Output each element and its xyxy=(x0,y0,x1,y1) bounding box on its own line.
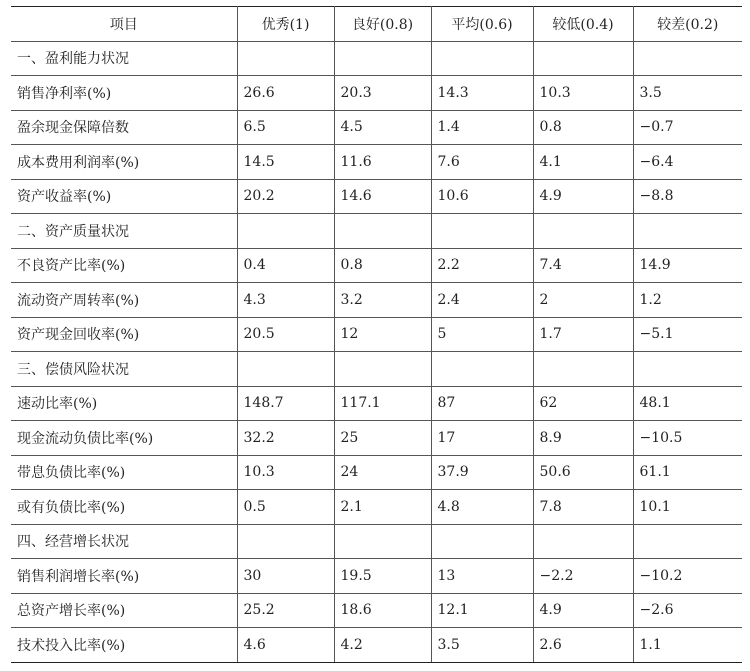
value-cell: 3.5 xyxy=(431,628,533,663)
value-cell: 2.4 xyxy=(431,283,533,318)
value-cell: 2.1 xyxy=(334,490,431,525)
value-cell: 20.2 xyxy=(237,179,334,214)
column-header-item: 项目 xyxy=(11,7,237,42)
column-header-grade: 较低(0.4) xyxy=(533,7,633,42)
section-row xyxy=(11,214,742,249)
indicator-label: 带息负债比率(%) xyxy=(11,455,237,490)
value-cell xyxy=(237,41,334,76)
indicator-label: 总资产增长率(%) xyxy=(11,593,237,628)
value-cell: 20.5 xyxy=(237,317,334,352)
section-label: 三、偿债风险状况 xyxy=(11,352,237,387)
indicator-label: 资产现金回收率(%) xyxy=(11,317,237,352)
value-cell: 12.1 xyxy=(431,593,533,628)
value-cell xyxy=(633,214,742,249)
value-cell: 25 xyxy=(334,421,431,456)
value-cell xyxy=(633,352,742,387)
value-cell: 30 xyxy=(237,559,334,594)
value-cell: 48.1 xyxy=(633,386,742,421)
value-cell: 13 xyxy=(431,559,533,594)
value-cell: 11.6 xyxy=(334,145,431,180)
value-cell: 8.9 xyxy=(533,421,633,456)
indicator-label: 盈余现金保障倍数 xyxy=(11,110,237,145)
value-cell: 17 xyxy=(431,421,533,456)
value-cell: 4.2 xyxy=(334,628,431,663)
indicator-label: 流动资产周转率(%) xyxy=(11,283,237,318)
value-cell xyxy=(533,41,633,76)
indicator-label: 销售净利率(%) xyxy=(11,76,237,111)
value-cell: 1.2 xyxy=(633,283,742,318)
table-container xyxy=(11,6,742,663)
value-cell: −2.6 xyxy=(633,593,742,628)
table-row xyxy=(11,593,742,628)
value-cell xyxy=(533,524,633,559)
value-cell: −10.5 xyxy=(633,421,742,456)
value-cell xyxy=(334,41,431,76)
value-cell: −10.2 xyxy=(633,559,742,594)
value-cell: 1.4 xyxy=(431,110,533,145)
value-cell xyxy=(431,41,533,76)
value-cell xyxy=(334,352,431,387)
indicator-label: 技术投入比率(%) xyxy=(11,628,237,663)
value-cell: −2.2 xyxy=(533,559,633,594)
table-row xyxy=(11,490,742,525)
table-body xyxy=(11,41,742,662)
value-cell: 62 xyxy=(533,386,633,421)
section-label: 四、经营增长状况 xyxy=(11,524,237,559)
table-header xyxy=(11,7,742,42)
value-cell: 14.6 xyxy=(334,179,431,214)
table-row xyxy=(11,248,742,283)
value-cell: 7.6 xyxy=(431,145,533,180)
section-row xyxy=(11,524,742,559)
value-cell: 24 xyxy=(334,455,431,490)
value-cell xyxy=(334,214,431,249)
indicator-label: 不良资产比率(%) xyxy=(11,248,237,283)
value-cell xyxy=(431,524,533,559)
column-header-grade: 优秀(1) xyxy=(237,7,334,42)
value-cell xyxy=(237,524,334,559)
table-row xyxy=(11,110,742,145)
value-cell xyxy=(533,352,633,387)
value-cell: 87 xyxy=(431,386,533,421)
section-row xyxy=(11,352,742,387)
value-cell: 4.6 xyxy=(237,628,334,663)
table-row xyxy=(11,76,742,111)
indicator-label: 或有负债比率(%) xyxy=(11,490,237,525)
value-cell xyxy=(431,214,533,249)
section-label: 二、资产质量状况 xyxy=(11,214,237,249)
value-cell: 3.5 xyxy=(633,76,742,111)
table-row xyxy=(11,628,742,663)
value-cell: 32.2 xyxy=(237,421,334,456)
table-row xyxy=(11,317,742,352)
value-cell: 5 xyxy=(431,317,533,352)
column-header-grade: 良好(0.8) xyxy=(334,7,431,42)
value-cell: 4.9 xyxy=(533,593,633,628)
value-cell: 1.1 xyxy=(633,628,742,663)
table-row xyxy=(11,559,742,594)
value-cell: 1.7 xyxy=(533,317,633,352)
section-row xyxy=(11,41,742,76)
value-cell: 10.6 xyxy=(431,179,533,214)
value-cell xyxy=(237,214,334,249)
table-row xyxy=(11,179,742,214)
value-cell: 4.1 xyxy=(533,145,633,180)
value-cell: 117.1 xyxy=(334,386,431,421)
value-cell: 61.1 xyxy=(633,455,742,490)
table-row xyxy=(11,283,742,318)
value-cell: 12 xyxy=(334,317,431,352)
value-cell: 148.7 xyxy=(237,386,334,421)
value-cell: 10.3 xyxy=(237,455,334,490)
value-cell xyxy=(334,524,431,559)
table-row xyxy=(11,386,742,421)
value-cell: −0.7 xyxy=(633,110,742,145)
value-cell: 4.8 xyxy=(431,490,533,525)
value-cell xyxy=(237,352,334,387)
value-cell: 2 xyxy=(533,283,633,318)
value-cell: −8.8 xyxy=(633,179,742,214)
value-cell: 18.6 xyxy=(334,593,431,628)
value-cell: 2.6 xyxy=(533,628,633,663)
value-cell: 7.4 xyxy=(533,248,633,283)
value-cell: 0.8 xyxy=(533,110,633,145)
value-cell: 6.5 xyxy=(237,110,334,145)
value-cell: −5.1 xyxy=(633,317,742,352)
indicator-label: 成本费用利润率(%) xyxy=(11,145,237,180)
value-cell: 7.8 xyxy=(533,490,633,525)
value-cell: 14.3 xyxy=(431,76,533,111)
value-cell: 2.2 xyxy=(431,248,533,283)
value-cell: 20.3 xyxy=(334,76,431,111)
value-cell: 14.9 xyxy=(633,248,742,283)
table-row xyxy=(11,145,742,180)
value-cell: 37.9 xyxy=(431,455,533,490)
value-cell: 10.1 xyxy=(633,490,742,525)
column-header-grade: 平均(0.6) xyxy=(431,7,533,42)
value-cell: 3.2 xyxy=(334,283,431,318)
value-cell: 26.6 xyxy=(237,76,334,111)
indicator-label: 销售利润增长率(%) xyxy=(11,559,237,594)
column-header-grade: 较差(0.2) xyxy=(633,7,742,42)
value-cell: 50.6 xyxy=(533,455,633,490)
value-cell xyxy=(431,352,533,387)
value-cell: 10.3 xyxy=(533,76,633,111)
value-cell: 0.8 xyxy=(334,248,431,283)
table-row xyxy=(11,455,742,490)
indicator-label: 现金流动负债比率(%) xyxy=(11,421,237,456)
table-row xyxy=(11,421,742,456)
value-cell: −6.4 xyxy=(633,145,742,180)
value-cell xyxy=(533,214,633,249)
indicator-label: 资产收益率(%) xyxy=(11,179,237,214)
value-cell: 4.5 xyxy=(334,110,431,145)
value-cell: 14.5 xyxy=(237,145,334,180)
value-cell: 4.9 xyxy=(533,179,633,214)
value-cell xyxy=(633,524,742,559)
value-cell: 0.5 xyxy=(237,490,334,525)
value-cell xyxy=(633,41,742,76)
value-cell: 4.3 xyxy=(237,283,334,318)
value-cell: 19.5 xyxy=(334,559,431,594)
value-cell: 25.2 xyxy=(237,593,334,628)
section-label: 一、盈利能力状况 xyxy=(11,41,237,76)
header-row xyxy=(11,7,742,42)
value-cell: 0.4 xyxy=(237,248,334,283)
evaluation-standard-table xyxy=(11,6,742,663)
indicator-label: 速动比率(%) xyxy=(11,386,237,421)
